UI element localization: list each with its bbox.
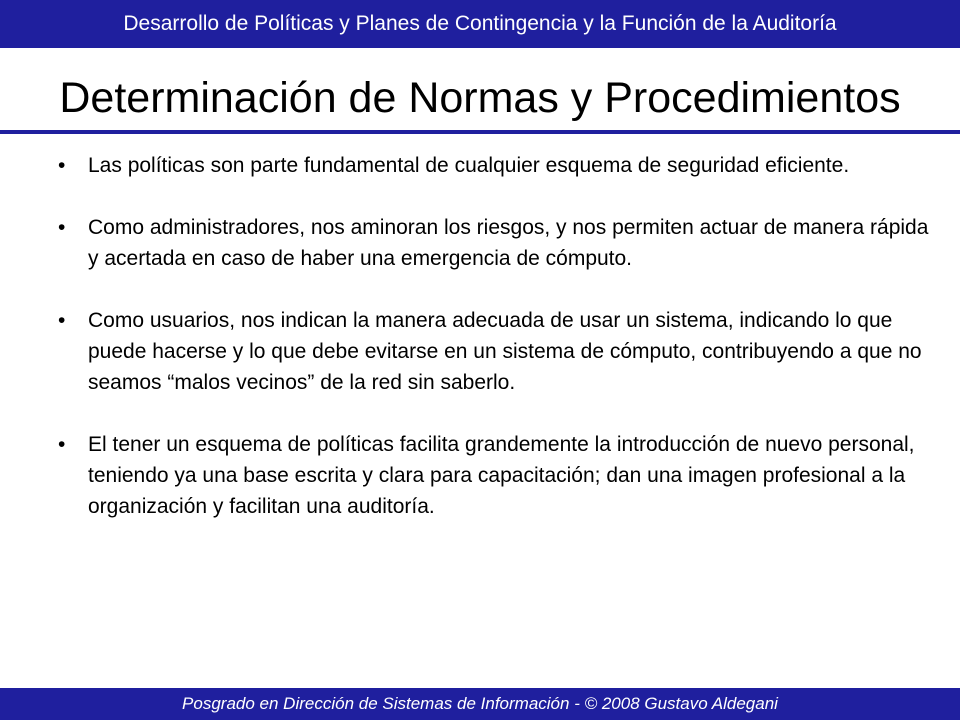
bullet-text: Las políticas son parte fundamental de cualquier esquema de seguridad eficiente. [88,154,850,177]
bullet-item [58,150,943,181]
bullet-text: Como administradores, nos aminoran los riesgos, y nos permiten actuar de manera rápida y acertada en caso de haber una emergencia de cómputo. [88,216,929,270]
bullet-text: Como usuarios, nos indican la manera adecuada de usar un sistema, indicando lo que puede hacerse y lo que debe evitarse en un sistema de cómputo, contribuyendo a que no seamos “malos vecinos” de la red sin saberlo. [88,309,922,394]
bullet-item [58,429,943,522]
footer-text: Posgrado en Dirección de Sistemas de Información - © 2008 Gustavo Aldegani [182,694,778,713]
bullet-icon: • [58,216,66,239]
bullet-icon: • [58,309,66,332]
bullet-list [58,150,943,553]
bullet-icon: • [58,154,66,177]
course-title: Desarrollo de Políticas y Planes de Contingencia y la Función de la Auditoría [123,12,837,35]
title-divider [0,130,960,134]
footer-banner [0,688,960,720]
bullet-item [58,212,943,274]
bullet-icon: • [58,433,66,456]
slide-title: Determinación de Normas y Procedimientos [59,74,901,122]
header-banner [0,0,960,48]
bullet-item [58,305,943,398]
bullet-text: El tener un esquema de políticas facilita grandemente la introducción de nuevo personal, teniendo ya una base escrita y clara para capacitación; dan una imagen profesional a la organización y facilitan una auditoría. [88,433,915,518]
